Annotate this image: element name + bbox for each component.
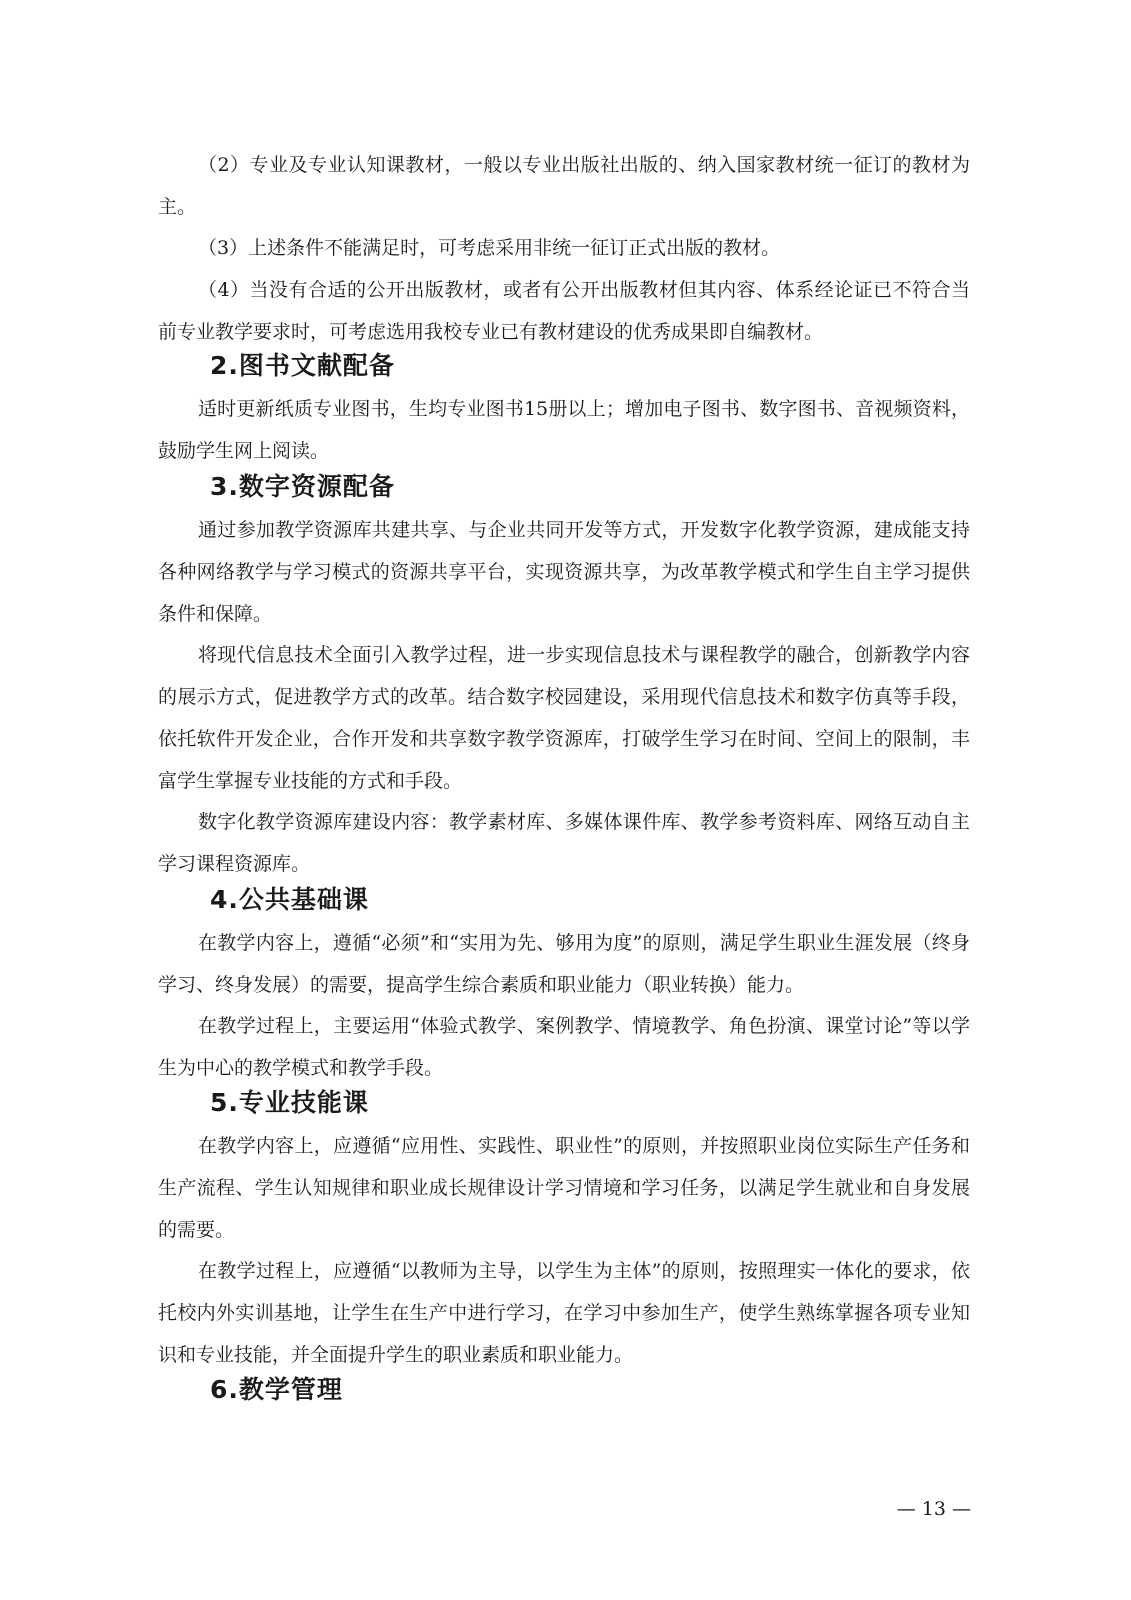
paragraph-skill-course-content: 在教学内容上，应遵循“应用性、实践性、职业性”的原则，并按照职业岗位实际生产任务和生产流程、学生认知规律和职业成长规律设计学习情境和学习任务，以满足学生就业和自身发展的需要。: [158, 1135, 970, 1241]
paragraph-information-technology: 将现代信息技术全面引入教学过程，进一步实现信息技术与课程教学的融合，创新教学内容的展示方式，促进教学方式的改革。结合数字校园建设，采用现代信息技术和数字仿真等手段，依托软件开发企业，合作开发和共享数字教学资源库，打破学生学习在时间、空间上的限制，丰富学生掌握专业技能的方式和手段。: [158, 644, 970, 792]
paragraph-textbook-selfcompiled: （4）当没有合适的公开出版教材，或者有公开出版教材但其内容、体系经论证已不符合当前专业教学要求时，可考虑选用我校专业已有教材建设的优秀成果即自编教材。: [158, 279, 970, 343]
paragraph-textbook-professional: （2）专业及专业认知课教材，一般以专业出版社出版的、纳入国家教材统一征订的教材为主。: [158, 154, 970, 218]
paragraph-library-resources: 适时更新纸质专业图书，生均专业图书15册以上；增加电子图书、数字图书、音视频资料，鼓励学生网上阅读。: [158, 398, 970, 462]
heading-professional-skill-courses: 5.专业技能课: [210, 1088, 369, 1117]
heading-digital-resources: 3.数字资源配备: [210, 472, 395, 501]
paragraph-digital-platform: 通过参加教学资源库共建共享、与企业共同开发等方式，开发数字化教学资源，建成能支持各种网络教学与学习模式的资源共享平台，实现资源共享，为改革教学模式和学生自主学习提供条件和保障。: [158, 519, 970, 625]
heading-teaching-management: 6.教学管理: [210, 1375, 343, 1404]
paragraph-basic-course-process: 在教学过程上，主要运用“体验式教学、案例教学、情境教学、角色扮演、课堂讨论”等以学生为中心的教学模式和教学手段。: [158, 1015, 970, 1079]
heading-public-basic-courses: 4.公共基础课: [210, 885, 369, 914]
page-number: — 13 —: [896, 1498, 971, 1520]
heading-library-resources: 2.图书文献配备: [210, 351, 395, 380]
paragraph-resource-library-content: 数字化教学资源库建设内容：教学素材库、多媒体课件库、教学参考资料库、网络互动自主学习课程资源库。: [158, 811, 970, 875]
paragraph-basic-course-content: 在教学内容上，遵循“必须”和“实用为先、够用为度”的原则，满足学生职业生涯发展（终身学习、终身发展）的需要，提高学生综合素质和职业能力（职业转换）能力。: [158, 932, 970, 996]
paragraph-skill-course-process: 在教学过程上，应遵循“以教师为主导，以学生为主体”的原则，按照理实一体化的要求，依托校内外实训基地，让学生在生产中进行学习，在学习中参加生产，使学生熟练掌握各项专业知识和专业技能，并全面提升学生的职业素质和职业能力。: [158, 1260, 970, 1366]
paragraph-textbook-alternative: （3）上述条件不能满足时，可考虑采用非统一征订正式出版的教材。: [198, 237, 781, 259]
